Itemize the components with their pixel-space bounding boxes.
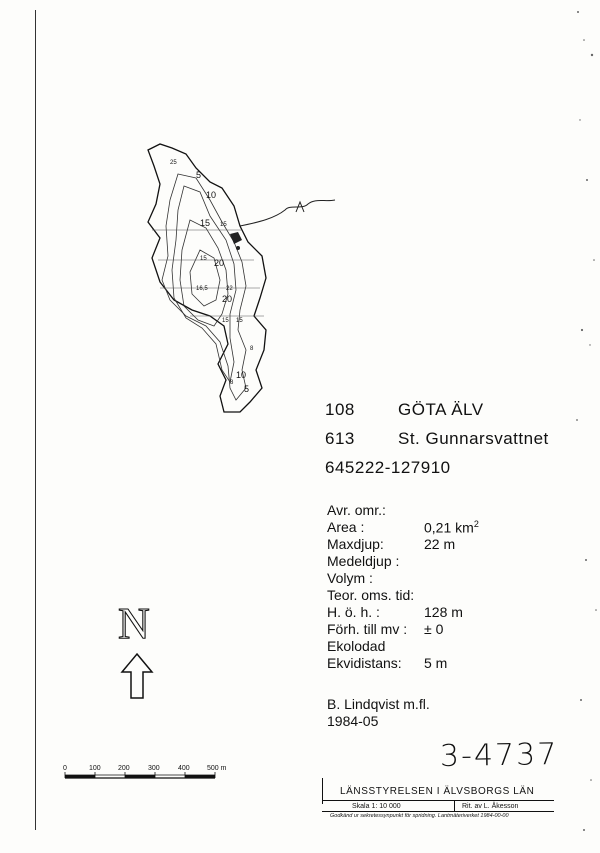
scan-noise <box>572 0 600 853</box>
depth-label: 25 <box>170 160 177 166</box>
scale-bar <box>55 762 235 792</box>
property-row <box>327 638 587 655</box>
archive-number: 3-4737 <box>439 736 559 775</box>
property-label: Maxdjup: <box>327 536 384 552</box>
property-row <box>327 502 587 519</box>
shoreline <box>148 144 266 412</box>
property-row <box>327 570 587 587</box>
property-label: Avr. omr.: <box>327 502 386 518</box>
property-value: 22 m <box>424 536 456 552</box>
property-value: 128 m <box>424 604 463 620</box>
depth-label: 15 <box>200 256 207 262</box>
property-row <box>327 604 587 621</box>
property-row <box>327 519 587 536</box>
depth-label: 15 <box>200 218 211 228</box>
basin-name: GÖTA ÄLV <box>398 400 484 419</box>
depth-label: 5 <box>196 170 202 180</box>
surveyor-credit: B. Lindqvist m.fl. <box>327 696 430 712</box>
depth-label: 10 <box>236 370 247 380</box>
footer-scale: Skala 1: 10 000 <box>352 803 401 810</box>
property-label: Medeldjup : <box>327 553 400 569</box>
depth-label: 10 <box>206 190 217 200</box>
contour-15m <box>180 220 228 326</box>
basin-number: 108 <box>325 400 355 419</box>
depth-label: 15 <box>220 222 227 228</box>
page-edge-line <box>35 10 36 830</box>
scale-tick-label: 300 <box>148 765 160 772</box>
scale-tick-label: 0 <box>63 765 67 772</box>
survey-date: 1984-05 <box>327 713 379 729</box>
property-label: Volym : <box>327 570 373 586</box>
scale-tick-label: 200 <box>118 765 130 772</box>
depth-label: 8 <box>230 380 234 386</box>
property-row <box>327 621 587 638</box>
property-value: 5 m <box>424 655 448 671</box>
property-label: Ekvidistans: <box>327 655 402 671</box>
depth-label: 20 <box>222 294 233 304</box>
footer-title: LÄNSSTYRELSEN I ÄLVSBORGS LÄN <box>340 786 535 797</box>
scale-tick-label: 500 m <box>207 765 227 772</box>
islet <box>230 232 242 244</box>
lake-coordinates: 645222-127910 <box>325 458 451 477</box>
footer-fine-print: Godkänd ur sekretessynpunkt för spridning. Lantmäteriverket 1984-00-00 <box>330 813 509 819</box>
property-value: ± 0 <box>424 621 444 637</box>
svg-text:N: N <box>118 599 150 648</box>
scale-tick-label: 100 <box>89 765 101 772</box>
lake-map <box>130 130 350 430</box>
lake-number: 613 <box>325 429 355 448</box>
islet-small <box>236 246 240 250</box>
north-arrow-icon <box>112 598 162 708</box>
depth-label: 15 <box>222 318 229 324</box>
property-value: 0,21 $km^2$ <box>424 519 479 536</box>
depth-label: 20 <box>214 258 225 268</box>
depth-label: 8 <box>250 346 254 352</box>
scale-tick-label: 400 <box>178 765 190 772</box>
property-label: Förh. till mv : <box>327 621 408 637</box>
property-label: Teor. oms. tid: <box>327 587 415 603</box>
footer-title-block <box>322 778 554 818</box>
property-label: Area : <box>327 519 365 535</box>
footer-drawn-by: Rit. av L. Åkesson <box>462 803 519 810</box>
contour-10m <box>172 186 236 382</box>
property-label: H. ö. h. : <box>327 604 380 620</box>
property-row <box>327 587 587 604</box>
depth-label: 5 <box>244 384 250 394</box>
property-row <box>327 553 587 570</box>
property-label: Ekolodad <box>327 638 386 654</box>
depth-label: 22 <box>226 286 233 292</box>
lake-name: St. Gunnarsvattnet <box>398 429 549 448</box>
property-row <box>327 536 587 553</box>
properties-table <box>327 502 587 672</box>
depth-label: 15 <box>236 318 243 324</box>
depth-label: 16,5 <box>196 286 208 292</box>
property-row <box>327 655 587 672</box>
inflow-stream <box>240 200 335 226</box>
